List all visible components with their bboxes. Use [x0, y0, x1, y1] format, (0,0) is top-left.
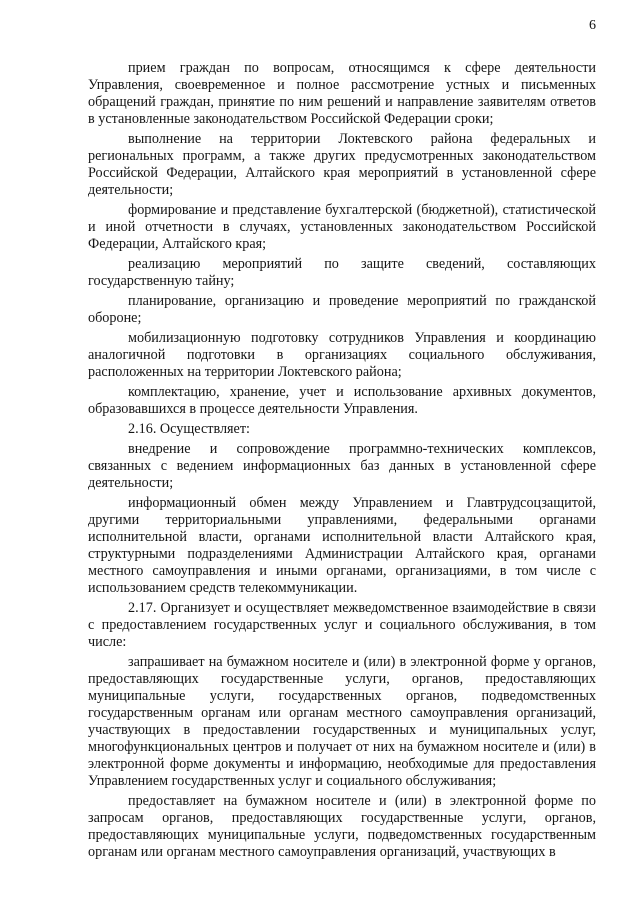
paragraph: предоставляет на бумажном носителе и (или) в электронной форме по запросам органов, предоставляющих государственные услуги, органов, предоставляющих муниципальные услуги, подведомственных государственным органам или органам местного самоуправления организаций, участвующих в [88, 793, 596, 860]
paragraph: информационный обмен между Управлением и Главтрудсоцзащитой, другими территориальными управлениями, федеральными органами исполнительной власти, органами исполнительной власти Алтайского края, структурными подразделениями Администрации Алтайского края, органами местного самоуправления и иными органами, организациями, в том числе с использованием средств телекоммуникации. [88, 495, 596, 596]
section-heading: 2.16. Осуществляет: [128, 421, 250, 437]
paragraph: реализацию мероприятий по защите сведений, составляющих государственную тайну; [88, 256, 596, 289]
paragraph: формирование и представление бухгалтерской (бюджетной), статистической и иной отчетности в случаях, установленных законодательством Российской Федерации, Алтайского края; [88, 202, 596, 252]
paragraph: внедрение и сопровождение программно-технических комплексов, связанных с ведением информационных баз данных в установленной сфере деятельности; [88, 441, 596, 491]
document-body [88, 60, 596, 864]
paragraph: мобилизационную подготовку сотрудников Управления и координацию аналогичной подготовки в организациях социального обслуживания, расположенных на территории Локтевского района; [88, 330, 596, 380]
paragraph: запрашивает на бумажном носителе и (или) в электронной форме у органов, предоставляющих государственные услуги, органов, предоставляющих муниципальные услуги, государственных органов, подведомственных государственным органам или органам местного самоуправления организаций, участвующих в предоставлении государственных и муниципальных услуг, многофункциональных центров и получает от них на бумажном носителе и (или) в электронной форме документы и информацию, необходимые для предоставления Управлением государственных услуг и социального обслуживания; [88, 654, 596, 789]
paragraph: 2.17. Организует и осуществляет межведомственное взаимодействие в связи с предоставлением государственных услуг и социального обслуживания, в том числе: [88, 600, 596, 650]
paragraph: комплектацию, хранение, учет и использование архивных документов, образовавшихся в процессе деятельности Управления. [88, 384, 596, 417]
paragraph: прием граждан по вопросам, относящимся к сфере деятельности Управления, своевременное и полное рассмотрение устных и письменных обращений граждан, принятие по ним решений и направление заявителям ответов в установленные законодательством Российской Федерации сроки; [88, 60, 596, 127]
paragraph: планирование, организацию и проведение мероприятий по гражданской обороне; [88, 293, 596, 326]
page-number: 6 [589, 18, 596, 33]
paragraph: выполнение на территории Локтевского района федеральных и региональных программ, а также других предусмотренных законодательством Российской Федерации, Алтайского края мероприятий в установленной сфере деятельности; [88, 131, 596, 198]
